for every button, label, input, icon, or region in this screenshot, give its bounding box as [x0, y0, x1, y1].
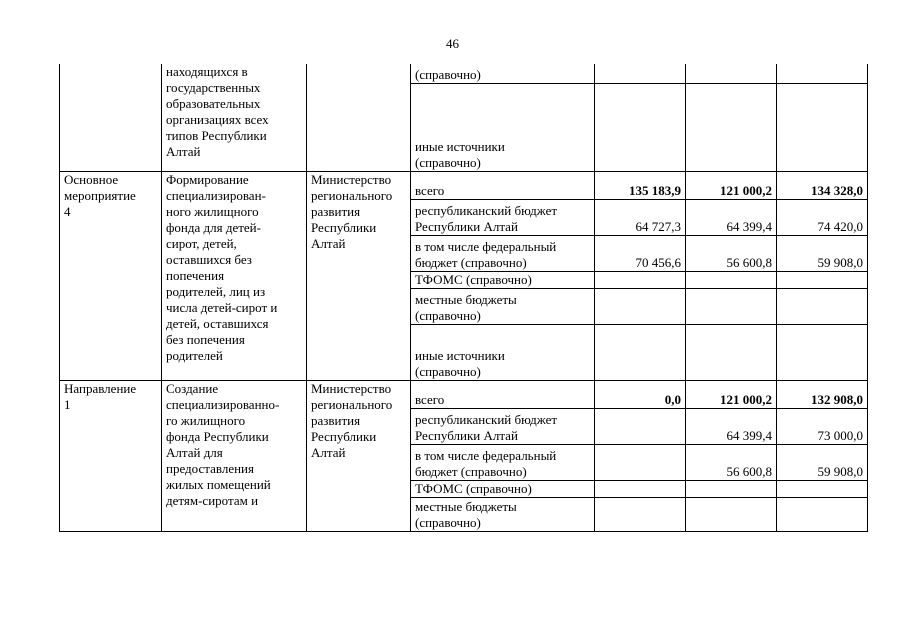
source-cell — [411, 64, 595, 83]
source-cell — [411, 480, 595, 497]
value-cell: 64 727,3 — [595, 199, 686, 235]
activity-label-cell — [60, 171, 162, 380]
source-cell — [411, 171, 595, 199]
source-cell — [411, 444, 595, 480]
table-row — [60, 171, 868, 199]
source-label: местные бюджеты (справочно) — [415, 498, 517, 530]
source-label: ТФОМС (справочно) — [415, 480, 532, 496]
value-cell — [686, 64, 777, 83]
source-cell — [411, 288, 595, 324]
source-cell — [411, 271, 595, 288]
executor-cell — [307, 64, 411, 171]
description-cell — [162, 380, 307, 531]
value-cell — [777, 64, 868, 83]
executor-cell — [307, 171, 411, 380]
value-cell: 64 399,4 — [686, 408, 777, 444]
value-cell: 56 600,8 — [686, 444, 777, 480]
value-cell: 59 908,0 — [777, 235, 868, 271]
source-cell — [411, 83, 595, 171]
value-cell: 121 000,2 — [686, 171, 777, 199]
source-label: всего — [415, 182, 445, 198]
activity-label-cell — [60, 380, 162, 531]
activity-label: Основное мероприятие 4 — [64, 171, 136, 219]
value-cell — [595, 497, 686, 531]
value-cell — [595, 64, 686, 83]
value-cell — [686, 271, 777, 288]
source-cell — [411, 199, 595, 235]
source-label: иные источники (справочно) — [415, 138, 505, 170]
source-cell — [411, 408, 595, 444]
value-cell: 59 908,0 — [777, 444, 868, 480]
source-label: всего — [415, 391, 445, 407]
executor-text: Министерство регионального развития Республики Алтай — [311, 380, 393, 460]
source-cell — [411, 497, 595, 531]
value-cell: 70 456,6 — [595, 235, 686, 271]
source-label: иные источники (справочно) — [415, 347, 505, 379]
activity-label-cell — [60, 64, 162, 171]
value-cell: 64 399,4 — [686, 199, 777, 235]
value-cell — [686, 480, 777, 497]
value-cell: 132 908,0 — [777, 380, 868, 408]
table-row — [60, 64, 868, 83]
description-text: Формирование специализирован- ного жилищного фонда для детей- сирот, детей, оставшихся без попечения родителей, лиц из числа детей-сирот и детей, оставшихся без попечения родителей — [166, 171, 278, 363]
value-cell — [777, 324, 868, 380]
description-cell — [162, 64, 307, 171]
value-cell — [777, 480, 868, 497]
source-cell — [411, 235, 595, 271]
value-cell — [595, 271, 686, 288]
value-cell — [686, 324, 777, 380]
value-cell: 56 600,8 — [686, 235, 777, 271]
value-cell — [686, 83, 777, 171]
source-label: ТФОМС (справочно) — [415, 271, 532, 287]
source-cell — [411, 380, 595, 408]
source-label: республиканский бюджет Республики Алтай — [415, 411, 558, 443]
source-cell — [411, 324, 595, 380]
source-label: в том числе федеральный бюджет (справочно) — [415, 447, 557, 479]
value-cell: 135 183,9 — [595, 171, 686, 199]
value-cell — [595, 83, 686, 171]
value-cell — [595, 408, 686, 444]
description-cell — [162, 171, 307, 380]
source-label: (справочно) — [415, 66, 481, 82]
value-cell — [686, 497, 777, 531]
value-cell: 0,0 — [595, 380, 686, 408]
value-cell — [777, 83, 868, 171]
page-number: 46 — [446, 36, 459, 51]
description-text: Создание специализированно- го жилищного фонда Республики Алтай для предоставления жилых помещений детям-сиротам и — [166, 380, 280, 508]
executor-cell — [307, 380, 411, 531]
budget-table — [59, 64, 868, 532]
value-cell: 73 000,0 — [777, 408, 868, 444]
value-cell — [595, 444, 686, 480]
value-cell — [595, 324, 686, 380]
value-cell — [777, 288, 868, 324]
value-cell — [686, 288, 777, 324]
value-cell — [595, 288, 686, 324]
value-cell: 121 000,2 — [686, 380, 777, 408]
value-cell — [595, 480, 686, 497]
value-cell — [777, 271, 868, 288]
table-row — [60, 380, 868, 408]
value-cell — [777, 497, 868, 531]
source-label: в том числе федеральный бюджет (справочно) — [415, 238, 557, 270]
activity-label: Направление 1 — [64, 380, 137, 412]
value-cell: 134 328,0 — [777, 171, 868, 199]
value-cell: 74 420,0 — [777, 199, 868, 235]
description-text: находящихся в государственных образовательных организациях всех типов Республики Алтай — [166, 64, 269, 159]
source-label: местные бюджеты (справочно) — [415, 291, 517, 323]
executor-text: Министерство регионального развития Республики Алтай — [311, 171, 393, 251]
source-label: республиканский бюджет Республики Алтай — [415, 202, 558, 234]
